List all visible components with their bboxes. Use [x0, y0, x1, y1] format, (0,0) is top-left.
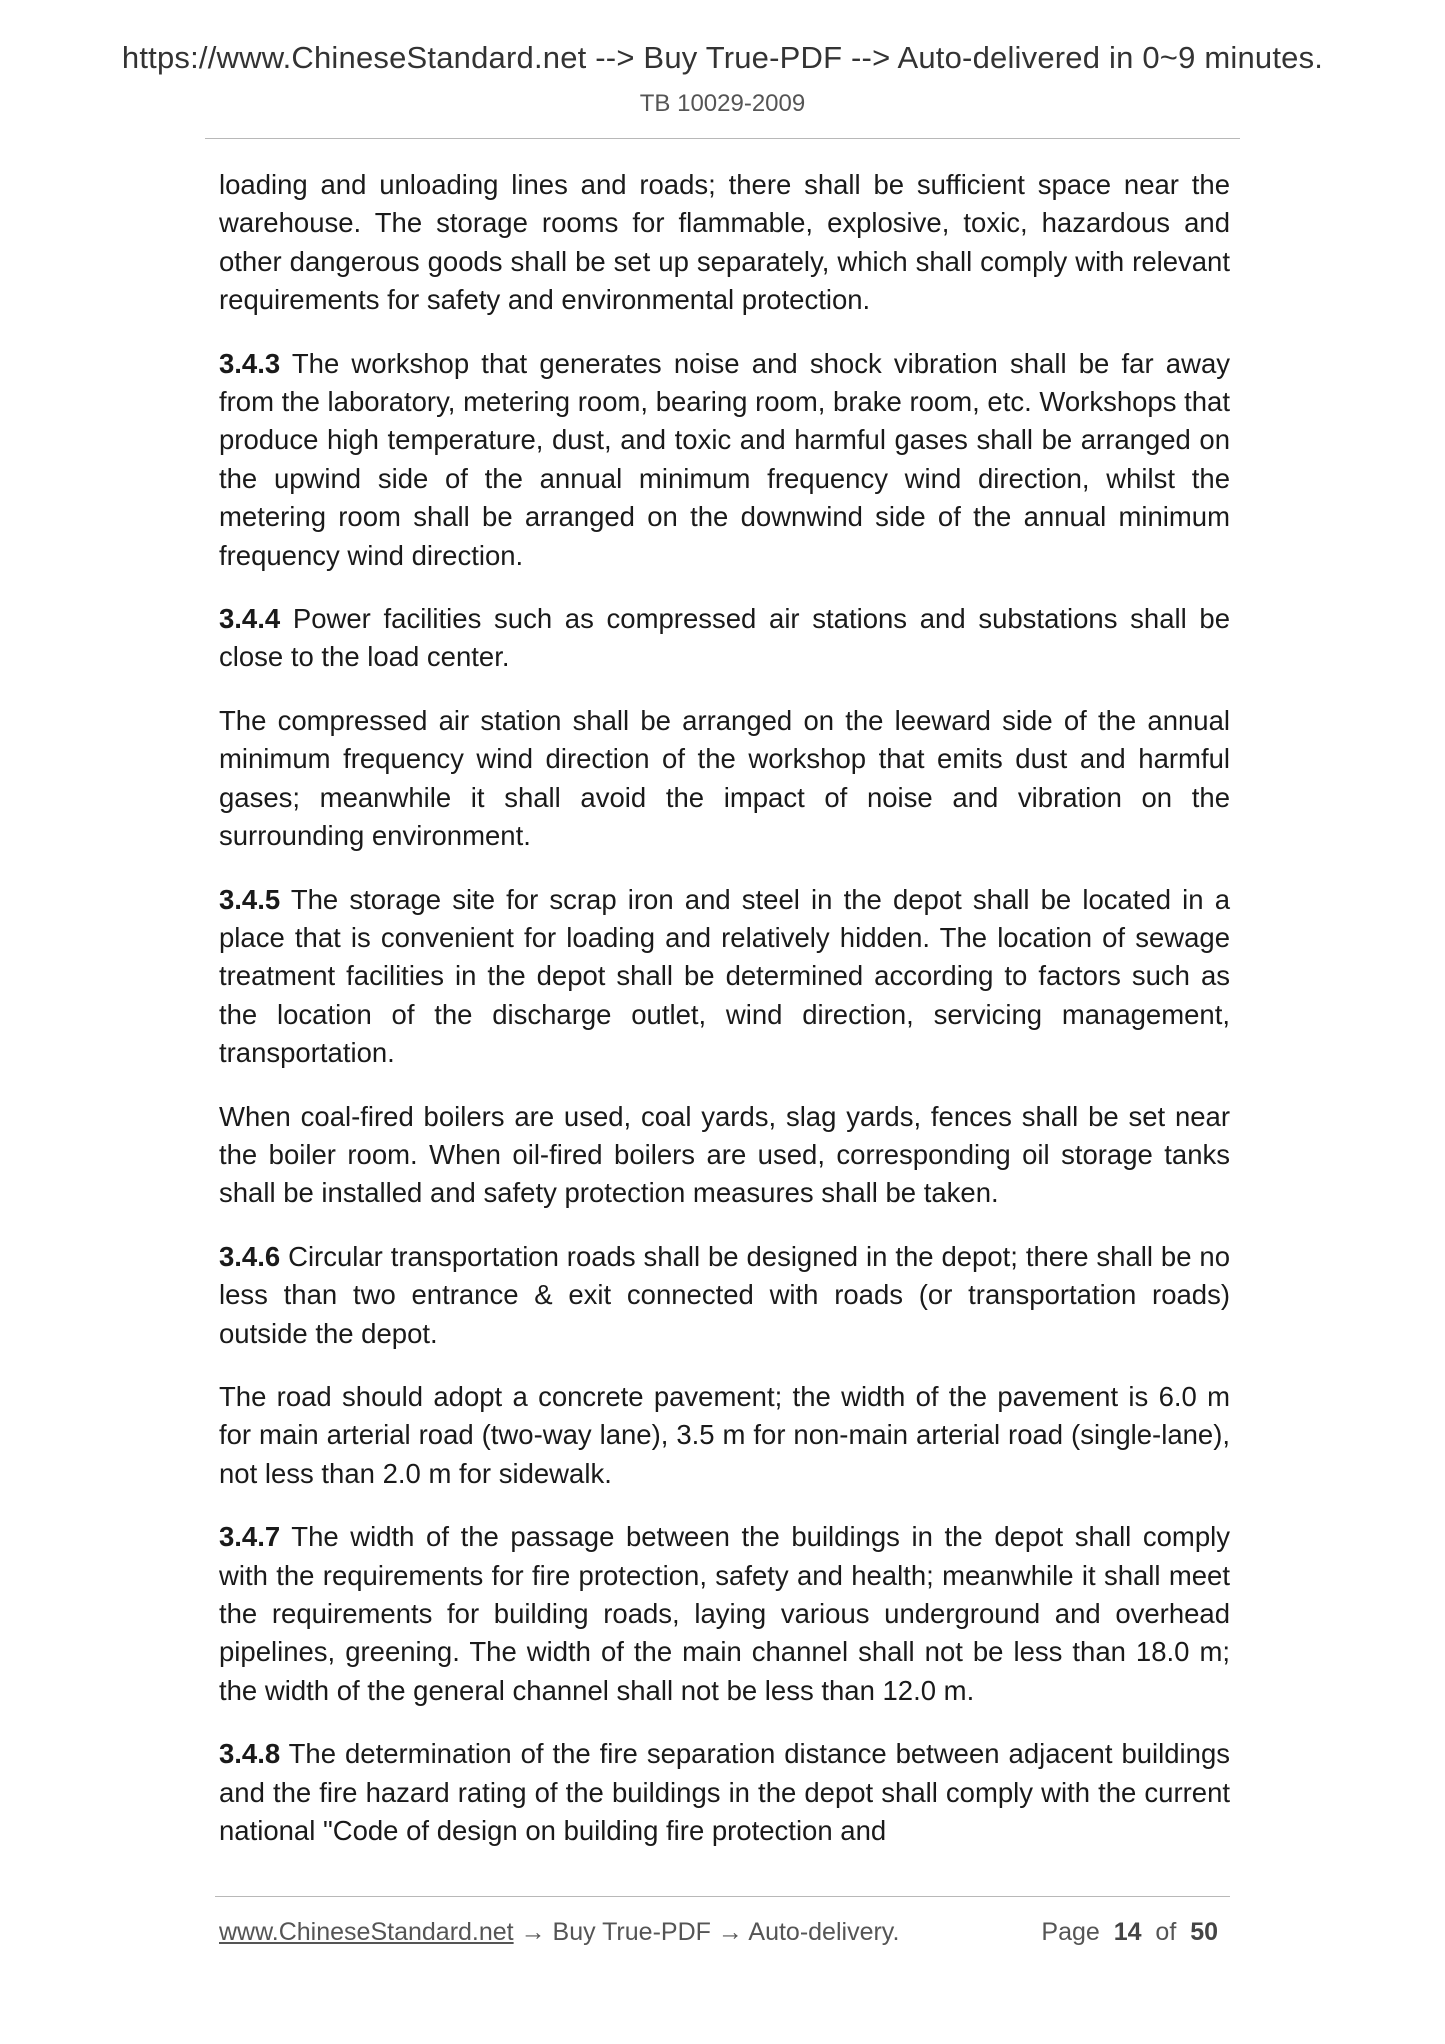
clause-3-4-4-continued	[219, 702, 1230, 856]
footer-site-link[interactable]: www.ChineseStandard.net	[219, 1918, 514, 1946]
clause-number: 3.4.7	[219, 1521, 281, 1553]
clause-number: 3.4.5	[219, 883, 281, 915]
document-body	[219, 166, 1230, 1875]
clause-3-4-7	[219, 1518, 1230, 1710]
header-divider	[205, 138, 1240, 139]
paragraph-text: The compressed air station shall be arranged on the leeward side of the annual minimum frequency wind direction of the workshop that emits dust and harmful gases; meanwhile it shall avoid the impact of noise and vibration on the surrounding environment.	[219, 704, 1230, 852]
clause-3-4-4	[219, 600, 1230, 677]
clause-3-4-5-continued	[219, 1098, 1230, 1213]
clause-3-4-5	[219, 881, 1230, 1073]
page-of-label: of	[1155, 1918, 1177, 1946]
standard-code: TB 10029-2009	[639, 90, 806, 117]
paragraph-text: The determination of the fire separation distance between adjacent buildings and the fire hazard rating of the buildings in the depot shall comply with the current national "Code of design on building fire protection and	[219, 1738, 1230, 1847]
page-current: 14	[1113, 1918, 1142, 1946]
page-total: 50	[1190, 1918, 1218, 1946]
footer-delivery-text: → Buy True-PDF → Auto-delivery.	[513, 1918, 900, 1946]
page-label: Page	[1041, 1918, 1100, 1946]
clause-3-4-3	[219, 345, 1230, 575]
paragraph-continuation	[219, 166, 1230, 320]
clause-number: 3.4.8	[219, 1738, 281, 1770]
header-url-line: https://www.ChineseStandard.net --> Buy True-PDF --> Auto-delivered in 0~9 minutes.	[121, 40, 1324, 75]
clause-3-4-6-continued	[219, 1378, 1230, 1493]
paragraph-text: When coal-fired boilers are used, coal yards, slag yards, fences shall be set near the boiler room. When oil-fired boilers are used, corresponding oil storage tanks shall be installed and safety protection measures shall be taken.	[219, 1100, 1230, 1209]
clause-3-4-6	[219, 1238, 1230, 1353]
paragraph-text: Circular transportation roads shall be designed in the depot; there shall be no less than two entrance & exit connected with roads (or transportation roads) outside the depot.	[219, 1240, 1230, 1349]
page-indicator	[1041, 1918, 1218, 1947]
paragraph-text: loading and unloading lines and roads; there shall be sufficient space near the warehouse. The storage rooms for flammable, explosive, toxic, hazardous and other dangerous goods shall be set up separately, which shall comply with relevant requirements for safety and environmental protection.	[219, 169, 1230, 316]
footer-divider	[215, 1896, 1230, 1897]
footer-delivery	[219, 1918, 899, 1947]
paragraph-text: The workshop that generates noise and shock vibration shall be far away from the laboratory, metering room, bearing room, brake room, etc. Workshops that produce high temperature, dust, and toxic and harmful gases shall be arranged on the upwind side of the annual minimum frequency wind direction, whilst the metering room shall be arranged on the downwind side of the annual minimum frequency wind direction.	[219, 347, 1230, 571]
clause-3-4-8	[219, 1735, 1230, 1850]
clause-number: 3.4.6	[219, 1240, 281, 1272]
paragraph-text: The road should adopt a concrete pavement; the width of the pavement is 6.0 m for main arterial road (two-way lane), 3.5 m for non-main arterial road (single-lane), not less than 2.0 m for sidewalk.	[219, 1380, 1230, 1489]
clause-number: 3.4.3	[219, 347, 281, 379]
paragraph-text: Power facilities such as compressed air stations and substations shall be close to the load center.	[219, 603, 1230, 673]
paragraph-text: The storage site for scrap iron and steel in the depot shall be located in a place that is convenient for loading and relatively hidden. The location of sewage treatment facilities in the depot shall be determined according to factors such as the location of the discharge outlet, wind direction, servicing management, transportation.	[219, 883, 1230, 1069]
paragraph-text: The width of the passage between the buildings in the depot shall comply with the requirements for fire protection, safety and health; meanwhile it shall meet the requirements for building roads, laying various underground and overhead pipelines, greening. The width of the main channel shall not be less than 18.0 m; the width of the general channel shall not be less than 12.0 m.	[219, 1521, 1230, 1706]
clause-number: 3.4.4	[219, 603, 281, 635]
